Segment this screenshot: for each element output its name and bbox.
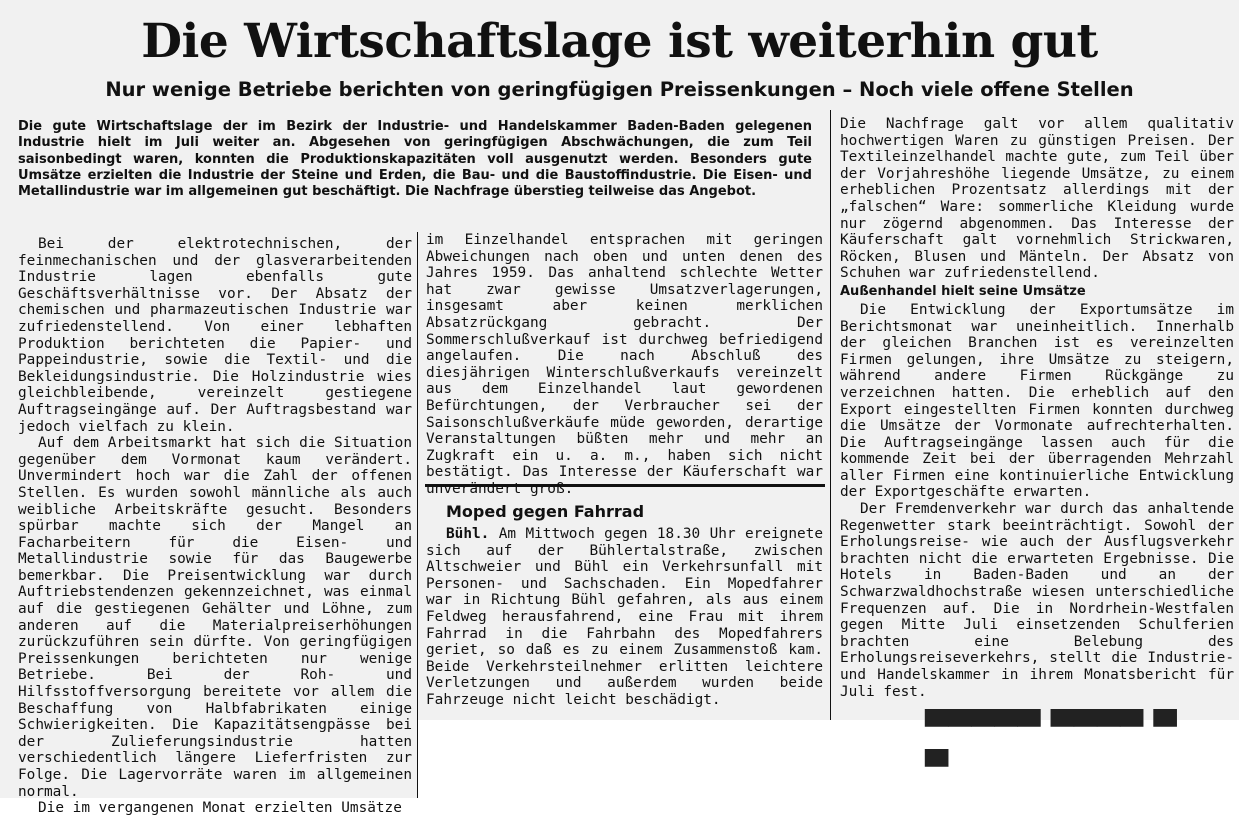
section-subtitle: Außenhandel hielt seine Umsätze xyxy=(840,283,1086,299)
cut-off-headline-fragment xyxy=(925,708,1205,720)
lead-paragraph: Die gute Wirtschaftslage der im Bezirk der Industrie- und Handelskammer Baden-Baden gelegenen Industrie hielt im Juli weiter an. Abgesehen von geringfügigen Abschwächungen, die zum Teil saisonbedingt waren, konnten die Produktionskapazitäten voll ausgenutzt werden. Besonders gute Umsätze erzielten die Industrie der Steine und Erden, die Bau- und die Baustoffindustrie. Die Eisen- und Metallindustrie war im allgemeinen gut beschäftigt. Die Nachfrage überstieg teilweise das Angebot. xyxy=(18,119,812,200)
column-rule-left xyxy=(417,232,418,798)
moped-body-text: Am Mittwoch gegen 18.30 Uhr ereignete sich auf der Bühlertalstraße, zwischen Altschweier und Bühl ein Verkehrsunfall mit Personen- und Sachschaden. Ein Mopedfahrer war in Richtung Bühl gefahren, als aus einem Feldweg herausfahrend, eine Frau mit ihrem Fahrrad in die Fahrbahn des Mopedfahrers geriet, so daß es zu einem Zusammenstoß kam. Beide Verkehrsteilnehmer erlitten leichtere Verletzungen und außerdem wurden beide Fahrzeuge nicht leicht beschädigt. xyxy=(426,526,823,708)
column-1 xyxy=(18,236,412,817)
column-3 xyxy=(840,116,1234,700)
moped-article-title: Moped gegen Fahrrad xyxy=(446,502,645,521)
subheadline: Nur wenige Betriebe berichten von geringfügigen Preissenkungen – Noch viele offene Stellen xyxy=(105,78,1134,101)
column-2 xyxy=(426,232,823,498)
paragraph: Auf dem Arbeitsmarkt hat sich die Situation gegenüber dem Vormonat kaum verändert. Unvermindert hoch war die Zahl der offenen Stellen. Es wurden sowohl männliche als auch weibliche Arbeitskräfte gesucht. Besonders spürbar machte sich der Mangel an Facharbeitern für die Eisen- und Metallindustrie sowie für das Baugewerbe bemerkbar. Die Preisentwicklung war durch Auftriebstendenzen gekennzeichnet, was einmal auf die gestiegenen Gehälter und Löhne, zum anderen auf die Materialpreiserhöhungen zurückzuführen sein dürfte. Von geringfügigen Preissenkungen berichteten nur wenige Betriebe. Bei der Roh- und Hilfsstoffversorgung bereitete vor allem die Beschaffung von Halbfabrikaten einige Schwierigkeiten. Die Kapazitätsengpässe bei der Zulieferungsindustrie hatten verschiedentlich längere Lieferfristen zur Folge. Die Lagervorräte waren im allgemeinen normal. xyxy=(18,435,412,800)
moped-dateline: Bühl. xyxy=(446,526,490,542)
paragraph: Die Entwicklung der Exportumsätze im Berichtsmonat war uneinheitlich. Innerhalb der gleichen Branchen ist es vereinzelten Firmen gelungen, ihre Umsätze zu steigern, während andere Firmen Rückgänge zu verzeichnen hatten. Die erheblich auf den Export eingestellten Firmen konnten durchweg die Umsätze der Vormonate aufrechterhalten. Die Auftragseingänge lassen auch für die kommende Zeit bei der überragenden Mehrzahl aller Firmen eine kontinuierliche Entwicklung der Exportgeschäfte erwarten. xyxy=(840,301,1234,501)
moped-article-body xyxy=(426,526,823,709)
headline: Die Wirtschaftslage ist weiterhin gut xyxy=(141,14,1098,69)
paragraph: Die Nachfrage galt vor allem qualitativ hochwertigen Waren zu günstigen Preisen. Der Textileinzelhandel machte gute, zum Teil über der Vorjahreshöhe liegende Umsätze, zu einem erheblichen Prozentsatz allerdings mit der „falschen“ Ware: sommerliche Kleidung wurde nur zögernd abgenommen. Das Interesse der Käuferschaft galt vornehmlich Strickwaren, Röcken, Blusen und Mänteln. Der Absatz von Schuhen war zufriedenstellend. xyxy=(840,116,1234,282)
paragraph: im Einzelhandel entsprachen mit geringen Abweichungen nach oben und unten denen des Jahres 1959. Das anhaltend schlechte Wetter hat zwar gewisse Umsatzverlagerungen, insgesamt aber keinen merklichen Absatzrückgang gebracht. Der Sommerschlußverkauf ist durchweg befriedigend angelaufen. Die nach Abschluß des diesjährigen Winterschlußverkaufs vereinzelt aus dem Einzelhandel laut gewordenen Befürchtungen, der Verbraucher sei der Saisonschlußverkäufe müde geworden, derartige Veranstaltungen büßten mehr und mehr an Zugkraft ein u. a. m., haben sich nicht bestätigt. Das Interesse der Käuferschaft war unverändert groß. xyxy=(426,232,823,497)
paragraph: Bei der elektrotechnischen, der feinmechanischen und der glasverarbeitenden Industrie lagen ebenfalls gute Geschäftsverhältnisse vor. Der Absatz der chemischen und pharmazeutischen Industrie war zufriedenstellend. Von einer lebhaften Produktion berichteten die Papier- und Pappeindustrie, sowie die Textil- und die Bekleidungsindustrie. Die Holzindustrie wies gleichbleibende, vereinzelt gestiegene Auftragseingänge auf. Der Auftragsbestand war jedoch vielfach zu klein. xyxy=(18,236,412,435)
column-rule-right xyxy=(830,110,831,720)
moped-article xyxy=(426,500,823,709)
paragraph: Die im vergangenen Monat erzielten Umsätze xyxy=(38,800,402,817)
paragraph: Der Fremdenverkehr war durch das anhaltende Regenwetter stark beeinträchtigt. Sowohl der Erholungsreise- wie auch der Ausflugsverkehr brachten nicht die erwarteten Ergebnisse. Die Hotels in Baden-Baden und an der Schwarzwaldhochstraße wiesen unterschiedliche Frequenzen auf. Die in Nordrhein-Westfalen gegen Mitte Juli einsetzenden Schulferien brachten eine Belebung des Erholungsreiseverkehrs, stellt die Industrie- und Handelskammer in ihrem Monatsbericht für Juli fest. xyxy=(840,501,1234,700)
